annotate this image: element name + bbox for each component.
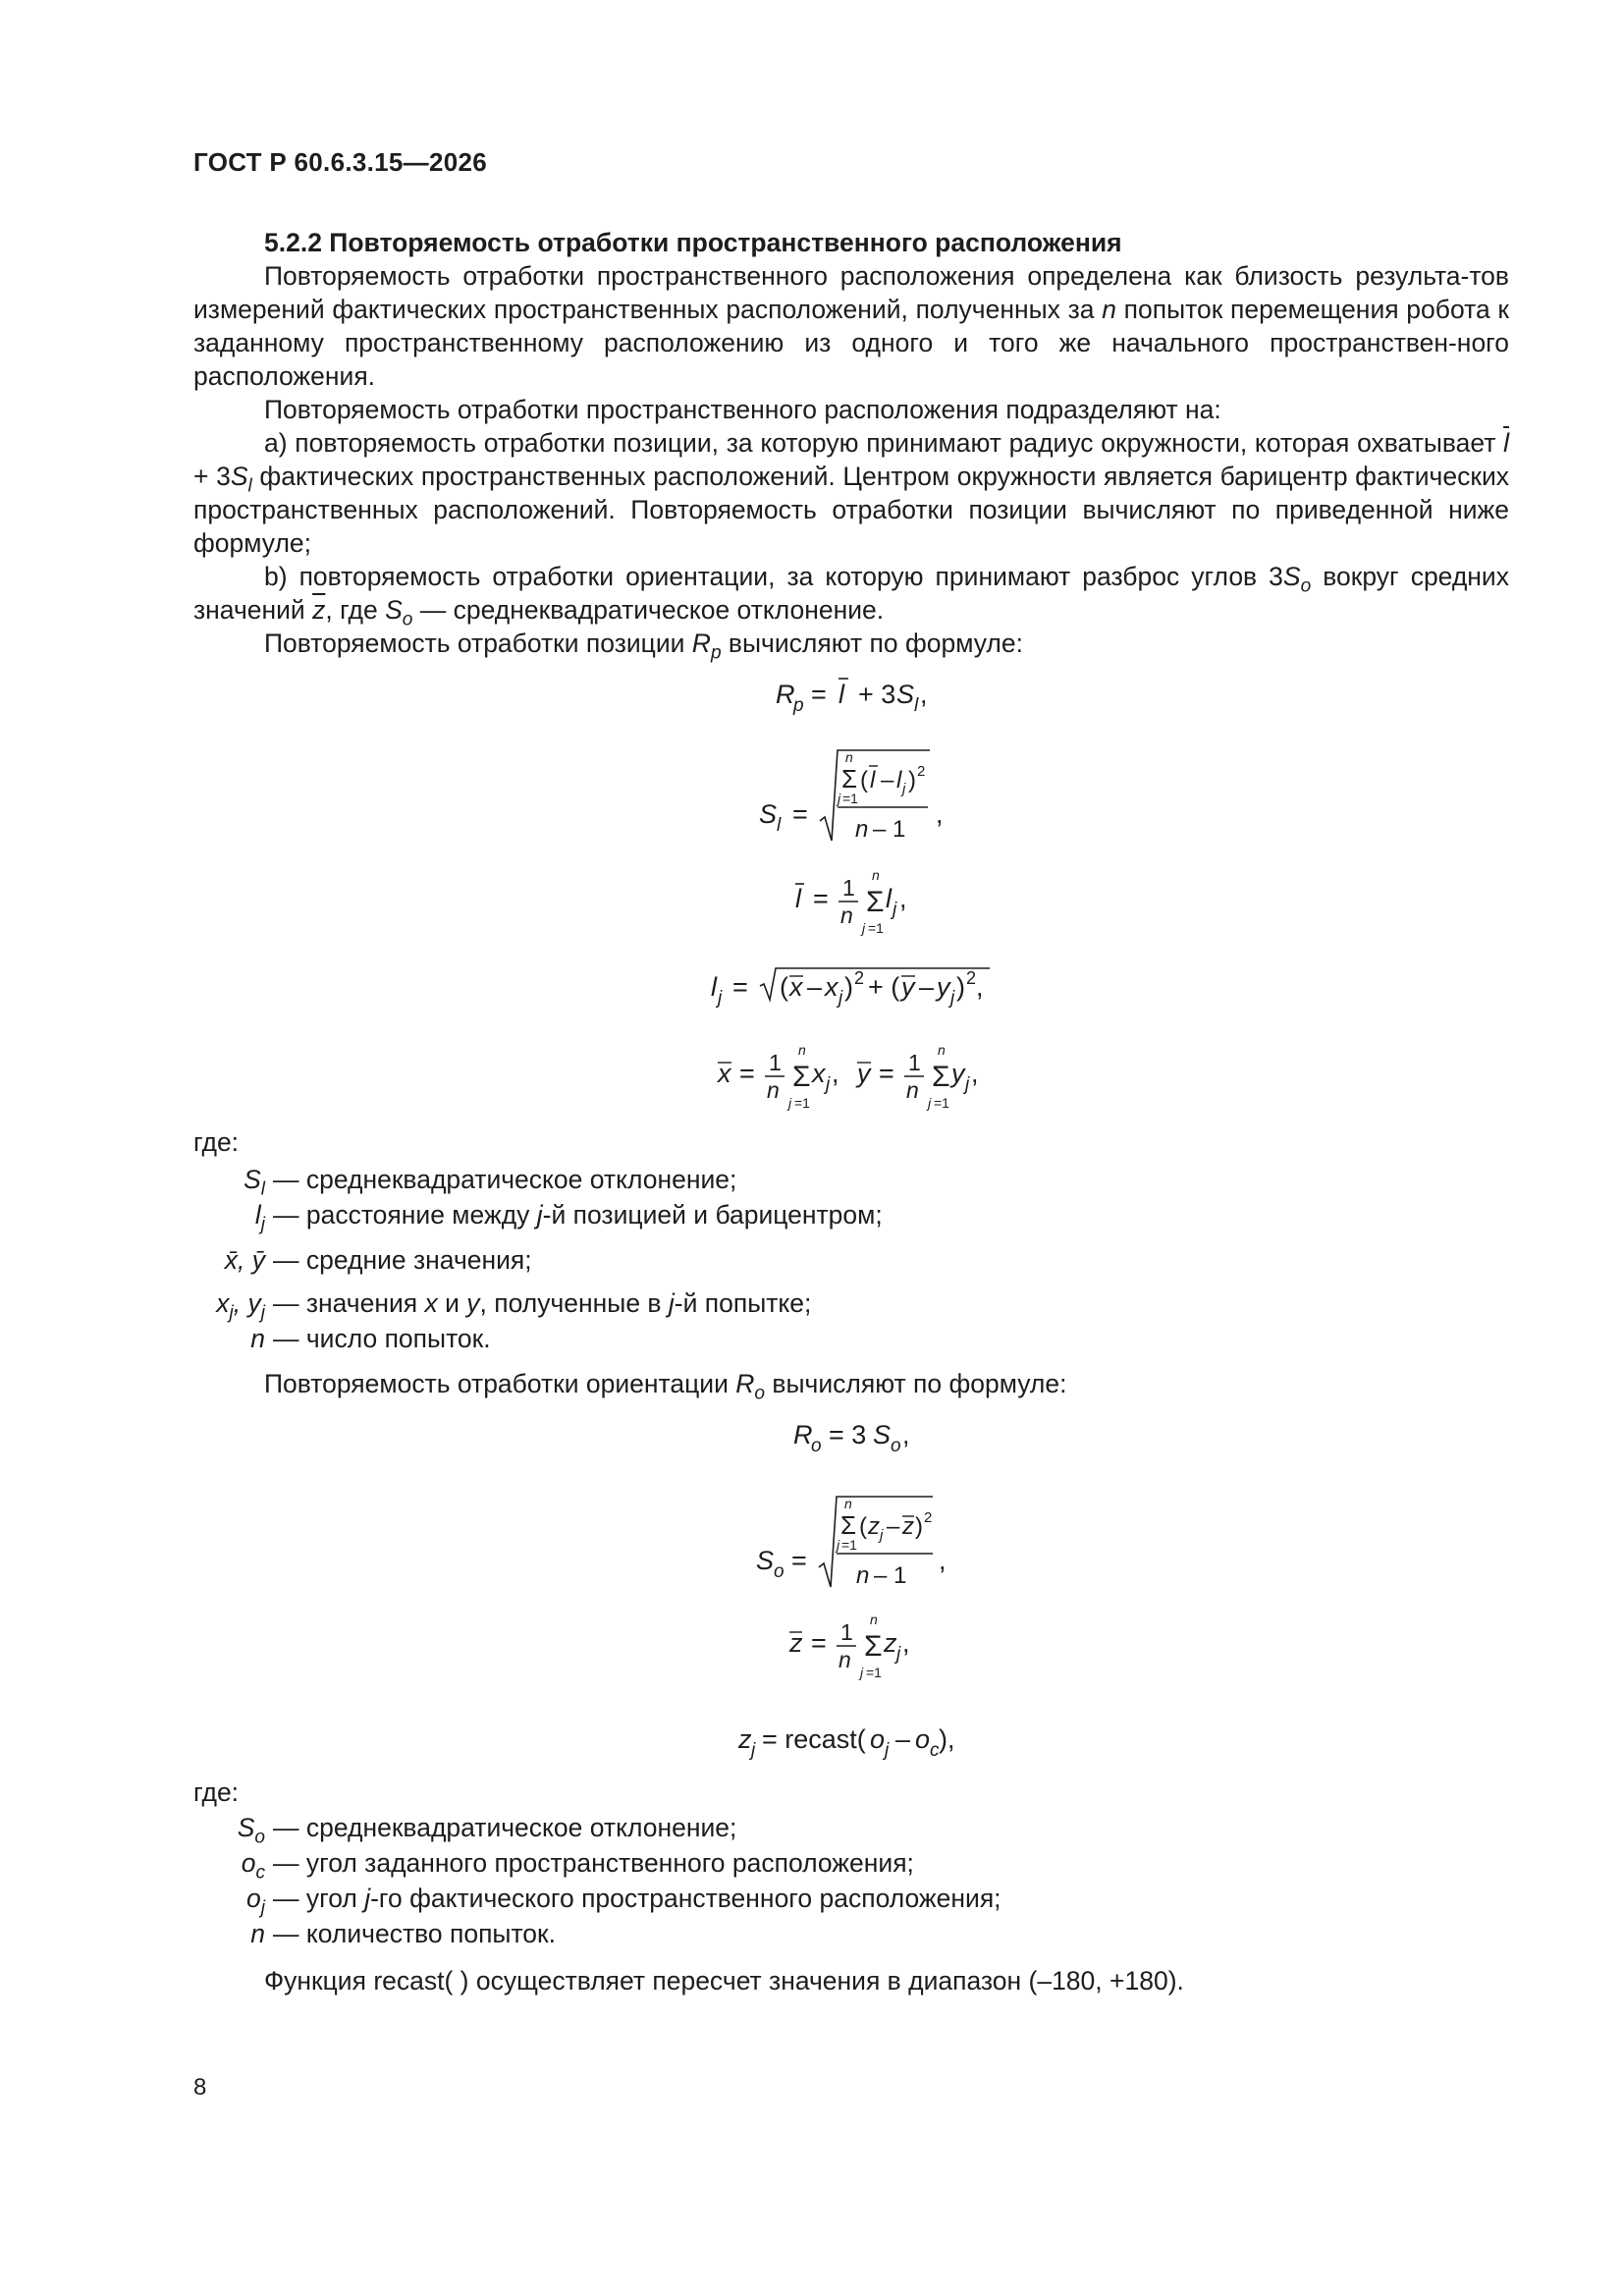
subscript: o <box>1300 575 1312 597</box>
svg-text:=: = <box>732 972 748 1002</box>
svg-text:o: o <box>891 1436 901 1456</box>
document-code: ГОСТ Р 60.6.3.15—2026 <box>193 147 487 177</box>
paragraph-formula-intro-orientation <box>193 1367 1509 1404</box>
svg-text:j: j <box>751 1740 756 1761</box>
var-R: R <box>691 629 711 658</box>
paragraph-subdivision: Повторяемость отработки пространственного расположения подразделяют на: <box>264 395 1221 424</box>
svg-text:R: R <box>793 1420 813 1449</box>
svg-text:y: y <box>937 972 950 1002</box>
svg-text:=1: =1 <box>841 1537 857 1553</box>
definition-text: — средние значения; <box>273 1245 532 1275</box>
paragraph-text: Повторяемость отработки пространственного расположения определена как близость результа-тов измерений фактических пространственных расположений, полученных за <box>193 261 1509 324</box>
item-text: фактических пространственных расположений. Центром окружности является барицентр фактических пространственных расположений. Повторяемость отработки позиции вычисляют по приведенной ниже формуле; <box>193 462 1509 558</box>
definition-row <box>0 1163 1623 1200</box>
svg-text:–: – <box>895 1724 911 1754</box>
svg-text:1: 1 <box>908 1050 921 1075</box>
definition-row <box>0 1811 1623 1848</box>
paragraph-text: Повторяемость отработки позиции <box>264 629 692 658</box>
svg-text:),: ), <box>939 1724 955 1754</box>
svg-text:=: = <box>739 1059 755 1088</box>
svg-text:Σ: Σ <box>932 1061 950 1093</box>
var-l-bar: $\overline{l}$ <box>1503 428 1509 458</box>
page-number: 8 <box>193 2074 207 2101</box>
svg-text:S: S <box>759 799 778 829</box>
svg-text:n: n <box>844 1496 852 1511</box>
definition-text: — среднеквадратическое отклонение; <box>273 1165 737 1194</box>
where-label: где: <box>193 1127 240 1157</box>
svg-text:,: , <box>902 1420 910 1449</box>
svg-text:j: j <box>928 1095 932 1111</box>
definition-row <box>0 1882 1623 1919</box>
svg-text:l: l <box>795 884 801 913</box>
section-title: 5.2.2 Повторяемость отработки пространственного расположения <box>264 228 1122 257</box>
subscript: o <box>402 609 413 630</box>
svg-text:j: j <box>826 1074 831 1095</box>
svg-text:j: j <box>788 1095 792 1111</box>
svg-text:2: 2 <box>924 1509 933 1526</box>
svg-text:l: l <box>896 767 902 793</box>
definition-row <box>0 1198 1623 1235</box>
svg-text:l: l <box>886 884 892 913</box>
svg-text:1: 1 <box>840 1619 853 1645</box>
formula-rp <box>766 674 943 716</box>
svg-text:Σ: Σ <box>792 1061 811 1093</box>
item-text: + 3 <box>193 462 231 491</box>
svg-text:j: j <box>902 781 906 797</box>
definition-symbol: $S_l$ <box>243 1165 265 1200</box>
svg-text:z: z <box>884 1628 897 1658</box>
svg-text:Σ: Σ <box>866 886 885 918</box>
item-text: вокруг средних значений <box>193 562 1509 625</box>
paragraph-recast: Функция recast( ) осуществляет пересчет значения в диапазон (–180, +180). <box>264 1966 1184 1995</box>
var-S: S <box>385 595 403 625</box>
svg-text:n: n <box>839 1647 851 1672</box>
svg-text:): ) <box>915 1513 923 1540</box>
var-S: S <box>230 462 248 491</box>
svg-text:=: = <box>811 680 827 709</box>
paragraph-text: вычисляют по формуле: <box>721 629 1023 658</box>
svg-text:=: = <box>811 1628 827 1658</box>
svg-text:j: j <box>862 920 866 936</box>
formula-lj <box>705 962 1000 1011</box>
svg-text:– 1: – 1 <box>874 1562 907 1589</box>
svg-text:l: l <box>914 695 919 716</box>
formula-l-mean <box>785 864 933 943</box>
definition-text: — расстояние между j-й позицией и барицентром; <box>273 1200 883 1230</box>
var-z-bar: $\overline{z}$ <box>312 595 326 625</box>
svg-text:=: = <box>792 799 808 829</box>
definition-text: — угол j-го фактического пространственного расположения; <box>273 1884 1001 1913</box>
item-text: — среднеквадратическое отклонение. <box>412 595 885 625</box>
definition-row <box>0 1846 1623 1884</box>
svg-text:=: = <box>791 1546 807 1575</box>
svg-text:+ 3: + 3 <box>858 680 896 709</box>
svg-text:1: 1 <box>842 875 855 901</box>
svg-text:z: z <box>789 1628 803 1658</box>
svg-text:j: j <box>838 791 841 806</box>
svg-text:x: x <box>789 972 803 1002</box>
svg-text:z: z <box>868 1513 880 1540</box>
svg-text:=: = <box>813 884 829 913</box>
svg-text:l: l <box>711 972 717 1002</box>
svg-text:l: l <box>839 680 844 709</box>
svg-text:o: o <box>774 1561 784 1582</box>
svg-text:n: n <box>906 1077 919 1103</box>
svg-text:): ) <box>844 972 853 1002</box>
svg-text:S: S <box>756 1546 775 1575</box>
svg-text:): ) <box>908 767 916 793</box>
svg-text:,: , <box>899 884 907 913</box>
item-text: а) повторяемость отработки позиции, за которую принимают радиус окружности, которая охватывает <box>264 428 1504 458</box>
definition-text: — среднеквадратическое отклонение; <box>273 1813 737 1842</box>
list-item-a <box>193 426 1509 560</box>
svg-text:): ) <box>956 972 965 1002</box>
item-text: b) повторяемость отработки ориентации, за которую принимают разброс углов 3 <box>264 562 1283 591</box>
svg-text:n: n <box>872 867 880 883</box>
where-label: где: <box>193 1777 240 1807</box>
formula-means-xy <box>712 1039 997 1118</box>
svg-text:R: R <box>776 680 795 709</box>
svg-text:– 1: – 1 <box>873 816 906 843</box>
svg-text:,: , <box>939 1546 947 1575</box>
svg-text:j: j <box>965 1074 970 1095</box>
svg-text:=1: =1 <box>866 1665 882 1680</box>
svg-text:n: n <box>938 1042 946 1058</box>
svg-text:Σ: Σ <box>841 764 858 793</box>
svg-text:y: y <box>857 1059 871 1088</box>
subscript: l <box>247 475 252 497</box>
definition-symbol: n <box>250 1324 265 1353</box>
definition-symbol: $o_j$ <box>246 1884 265 1919</box>
svg-text:j: j <box>718 988 723 1009</box>
svg-text:z: z <box>738 1724 752 1754</box>
svg-text:j: j <box>896 1644 901 1665</box>
svg-text:c: c <box>930 1740 940 1761</box>
definition-text: — количество попыток. <box>273 1919 557 1948</box>
svg-text:j: j <box>837 1537 840 1553</box>
formula-z-mean <box>784 1609 931 1687</box>
svg-text:S: S <box>896 680 915 709</box>
svg-text:=1: =1 <box>794 1095 810 1111</box>
svg-text:j: j <box>893 900 897 920</box>
svg-text:y: y <box>951 1059 965 1088</box>
svg-text:n: n <box>798 1042 806 1058</box>
definition-text: — значения x и y, полученные в j-й попытке; <box>273 1288 812 1318</box>
svg-text:o: o <box>811 1436 822 1456</box>
svg-text:n: n <box>870 1612 878 1627</box>
svg-text:–: – <box>887 1513 900 1540</box>
svg-text:n: n <box>856 1562 870 1589</box>
svg-text:Σ: Σ <box>840 1510 857 1540</box>
svg-text:p: p <box>793 695 804 716</box>
svg-text:j: j <box>950 988 955 1009</box>
svg-text:j: j <box>880 1527 884 1544</box>
svg-text:S: S <box>873 1420 892 1449</box>
item-text: , где <box>325 595 386 625</box>
var-R: R <box>735 1369 755 1398</box>
svg-text:,: , <box>936 799 944 829</box>
svg-text:n: n <box>855 816 869 843</box>
svg-text:z: z <box>902 1513 914 1540</box>
svg-text:(: ( <box>860 767 868 793</box>
paragraph-definition <box>193 259 1509 393</box>
svg-text:y: y <box>901 972 915 1002</box>
svg-text:2: 2 <box>917 763 926 780</box>
svg-text:=: = <box>879 1059 894 1088</box>
svg-text:n: n <box>840 902 853 928</box>
svg-text:=1: =1 <box>842 791 858 806</box>
svg-text:(: ( <box>780 972 788 1002</box>
svg-text:= 3: = 3 <box>829 1420 867 1449</box>
list-item-b <box>193 560 1509 630</box>
svg-text:+ (: + ( <box>868 972 900 1002</box>
definition-symbol: x̄, ȳ <box>224 1245 265 1275</box>
svg-text:,: , <box>902 1628 910 1658</box>
svg-text:–: – <box>919 972 935 1002</box>
svg-text:,: , <box>920 680 928 709</box>
formula-ro <box>785 1414 933 1456</box>
svg-text:=1: =1 <box>868 920 884 936</box>
svg-text:x: x <box>812 1059 826 1088</box>
svg-text:o: o <box>870 1724 886 1754</box>
svg-text:–: – <box>807 972 823 1002</box>
svg-text:1: 1 <box>769 1050 782 1075</box>
definition-row <box>0 1243 1623 1277</box>
definition-text: — число попыток. <box>273 1324 491 1353</box>
svg-text:,: , <box>976 972 984 1002</box>
svg-text:x: x <box>825 972 839 1002</box>
formula-sl <box>751 744 957 852</box>
svg-text:Σ: Σ <box>864 1630 883 1663</box>
svg-text:o: o <box>915 1724 931 1754</box>
definition-symbol: $l_j$ <box>254 1200 265 1235</box>
subscript: p <box>710 642 722 664</box>
svg-text:l: l <box>777 815 782 836</box>
var-S: S <box>1282 562 1301 591</box>
definition-symbol: $x_j$, $y_j$ <box>216 1288 265 1324</box>
svg-text:= recast(: = recast( <box>762 1724 866 1754</box>
formula-zj <box>736 1717 982 1760</box>
paragraph-text: Повторяемость отработки ориентации <box>264 1369 736 1398</box>
formula-so <box>748 1491 964 1599</box>
svg-text:,: , <box>971 1059 979 1088</box>
svg-text:,: , <box>832 1059 839 1088</box>
svg-text:n: n <box>767 1077 780 1103</box>
definition-row <box>0 1322 1623 1355</box>
subscript: o <box>754 1383 766 1404</box>
svg-text:j: j <box>839 988 843 1009</box>
svg-text:n: n <box>845 749 853 765</box>
svg-text:j: j <box>860 1665 864 1680</box>
definition-symbol: $S_o$ <box>237 1813 265 1848</box>
definition-symbol: $o_c$ <box>241 1848 265 1884</box>
svg-text:2: 2 <box>854 968 865 988</box>
svg-text:–: – <box>881 767 894 793</box>
definition-row <box>0 1917 1623 1950</box>
svg-text:=1: =1 <box>934 1095 949 1111</box>
svg-text:x: x <box>718 1059 731 1088</box>
svg-text:j: j <box>885 1740 890 1761</box>
definition-symbol: n <box>250 1919 265 1948</box>
svg-text:(: ( <box>859 1513 867 1540</box>
svg-text:l: l <box>870 767 876 793</box>
paragraph-text: вычисляют по формуле: <box>765 1369 1067 1398</box>
paragraph-formula-intro-position <box>193 627 1509 664</box>
definition-text: — угол заданного пространственного расположения; <box>273 1848 914 1878</box>
definition-row <box>0 1286 1623 1324</box>
var-n: n <box>1102 295 1116 324</box>
paragraph-text: попыток перемещения робота к заданному пространственному расположению из одного и того же начального пространствен-ного расположения. <box>193 295 1509 391</box>
svg-text:2: 2 <box>966 968 977 988</box>
